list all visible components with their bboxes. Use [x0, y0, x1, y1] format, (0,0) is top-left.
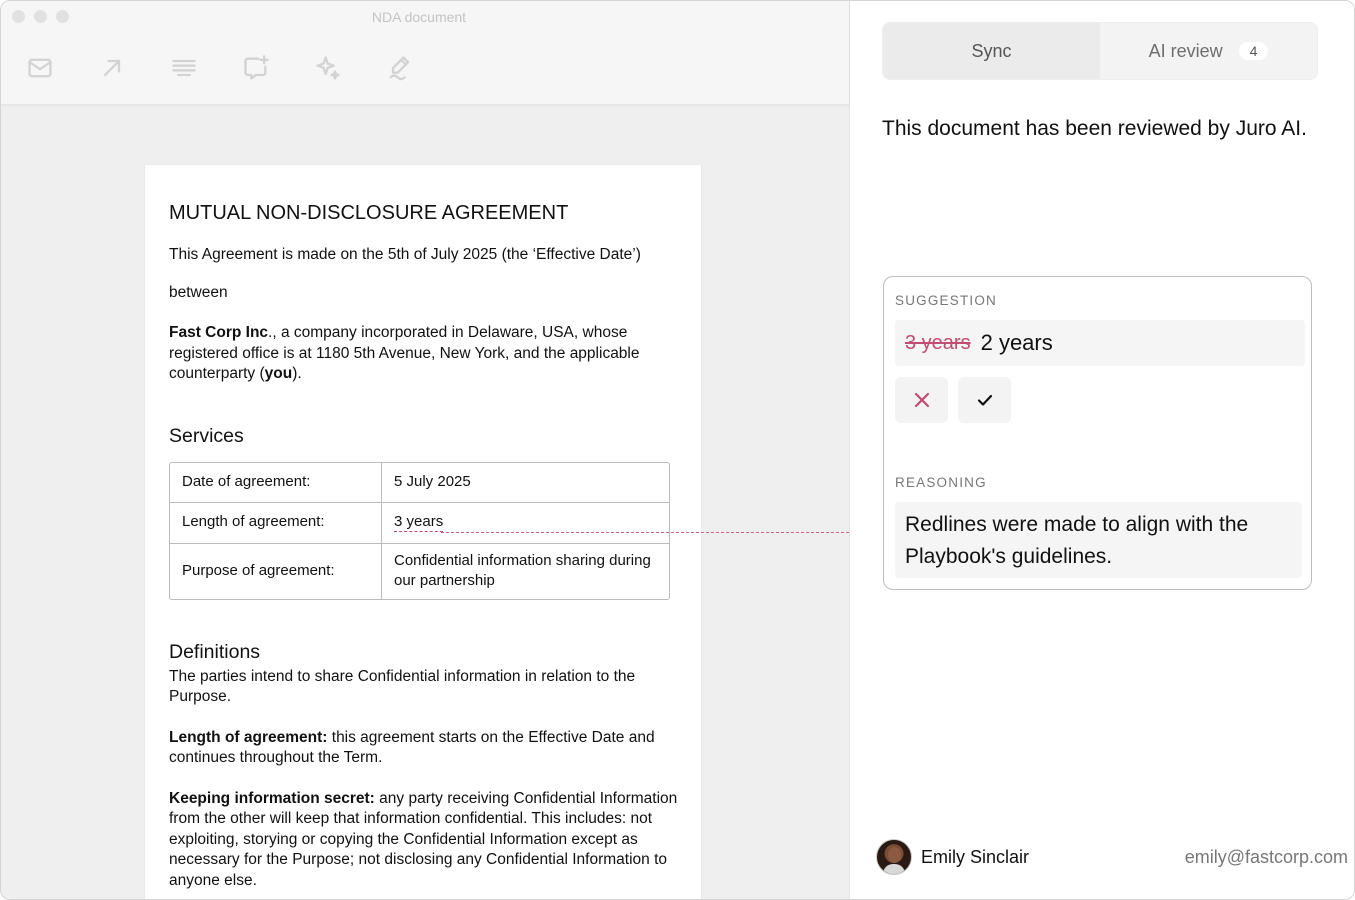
accept-button[interactable]	[958, 377, 1011, 423]
definition-term: Length of agreement:	[169, 728, 328, 746]
redline-connector	[441, 532, 849, 533]
new-value: 2 years	[980, 330, 1053, 355]
intro-paragraph: This Agreement is made on the 5th of July 2025 (the ‘Effective Date’)	[169, 246, 641, 263]
between-text: between	[169, 283, 228, 301]
services-table	[169, 462, 670, 600]
mail-icon[interactable]	[25, 53, 55, 83]
tab-label: Sync	[971, 40, 1012, 61]
definitions-heading: Definitions	[169, 640, 261, 663]
reasoning-text: Redlines were made to align with the Playbook's guidelines.	[895, 502, 1302, 578]
suggestion-box	[895, 320, 1305, 366]
table-row	[170, 503, 669, 544]
reject-button[interactable]	[895, 377, 948, 423]
party-name: Fast Corp Inc	[169, 324, 269, 341]
table-cell-value: 5 July 2025	[382, 463, 669, 503]
tab-sync[interactable]	[883, 23, 1100, 79]
user-email: emily@fastcorp.com	[1184, 847, 1348, 867]
comment-add-icon[interactable]	[241, 53, 271, 83]
text-align-icon[interactable]	[169, 53, 199, 83]
old-value: 3 years	[905, 331, 971, 354]
definition-text: this agreement starts on the Effective Date and continues throughout the Term.	[169, 728, 655, 766]
table-cell-label: Length of agreement:	[170, 503, 382, 544]
redlined-value[interactable]: 3 years	[394, 513, 444, 531]
document-title: MUTUAL NON-DISCLOSURE AGREEMENT	[169, 202, 569, 224]
party-you: you	[264, 365, 293, 382]
definitions-intro: The parties intend to share Confidential information in relation to the Purpose.	[169, 667, 636, 705]
definition-secret	[169, 789, 689, 892]
ai-sparkle-icon[interactable]	[313, 53, 343, 83]
suggestion-label: SUGGESTION	[895, 293, 998, 308]
definition-length	[169, 728, 689, 769]
document-pane	[1, 1, 850, 899]
reasoning-label: REASONING	[895, 475, 987, 490]
suggestion-card	[883, 276, 1312, 590]
review-status-message: This document has been reviewed by Juro AI.	[882, 117, 1307, 140]
signature-icon[interactable]	[385, 53, 415, 83]
panel-tabs	[882, 22, 1318, 80]
avatar[interactable]	[876, 839, 912, 875]
definition-term: Keeping information secret:	[169, 789, 375, 807]
check-icon	[975, 390, 995, 410]
send-icon[interactable]	[97, 53, 127, 83]
toolbar	[25, 53, 415, 83]
table-cell-value	[382, 503, 669, 544]
table-row	[170, 463, 669, 503]
review-panel	[850, 1, 1354, 899]
party-description: ., a company incorporated in Delaware, USA, whose registered office is at 1180 5th Avenue, New York, and the applicable counterparty (	[169, 324, 640, 382]
title-bar	[1, 1, 849, 105]
user-footer	[876, 839, 1348, 875]
window-title: NDA document	[371, 9, 467, 25]
table-cell-value: Confidential information sharing during our partnership	[394, 552, 651, 589]
definition-text: any party receiving Confidential Information from the other will keep that information confidential. This includes: not exploiting, storying or copying the Confidential Information except as necessary for the Purpose; not disclosing any Confidential Information to anyone else.	[169, 789, 678, 889]
table-row	[170, 544, 669, 599]
services-heading: Services	[169, 424, 244, 447]
tab-ai-review[interactable]	[1100, 23, 1317, 79]
party-end: ).	[292, 365, 302, 382]
count-badge: 4	[1239, 42, 1269, 60]
table-cell-label: Date of agreement:	[170, 463, 382, 503]
table-cell-label: Purpose of agreement:	[170, 544, 382, 599]
user-name: Emily Sinclair	[921, 847, 1030, 867]
tab-label: AI review	[1148, 40, 1223, 61]
party-paragraph	[169, 323, 689, 385]
close-icon	[912, 390, 932, 410]
